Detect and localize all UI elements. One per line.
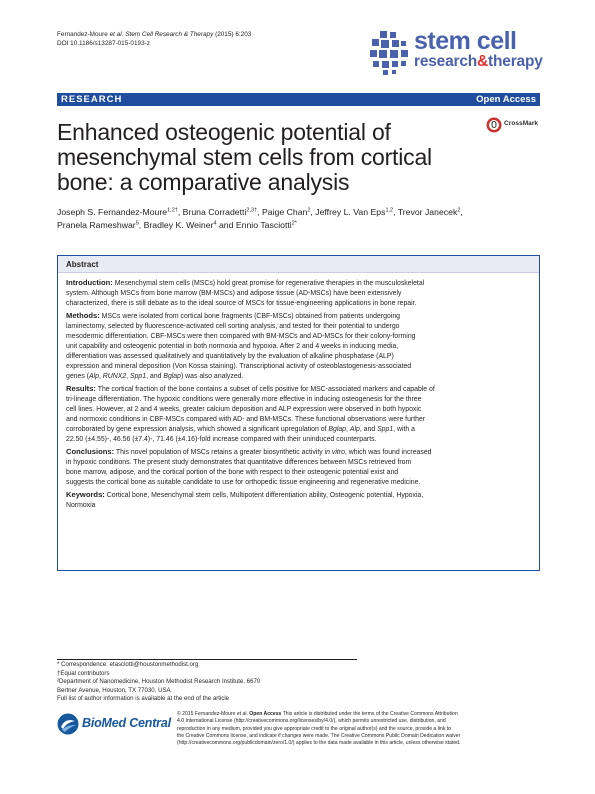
correspondence-note: * Correspondence: etasciotti@houstonmethodist.org: [57, 661, 199, 668]
section-label-keywords: Keywords:: [66, 489, 105, 499]
author-affiliation: 2: [307, 207, 311, 214]
article-title: [57, 120, 457, 195]
journal-logo-amp: &: [477, 53, 489, 70]
author-affiliation: 4: [213, 220, 217, 227]
abstract-text: , which was found increased: [344, 449, 432, 456]
abstract-text: genes (: [66, 373, 89, 381]
citation-line: [57, 30, 251, 39]
abstract-line: 22.50 (±4.55)-, 46.56 (±7.4)-, 71.46 (±4.16)-fold increase compared with their uninduced counterparts.: [66, 436, 377, 444]
license-line: 4.0 International License (http://creativecommons.org/licenses/by/4.0/), which permits unrestricted use, distribution, and: [177, 718, 446, 725]
journal-logo-subtitle: [414, 53, 543, 71]
abstract-text: corroborated by gene expression analysis, which showed a significant upregulation of: [66, 426, 329, 434]
license-text-part: This article is distributed under the terms of the Creative Commons Attribution: [281, 711, 458, 717]
abstract-line: and normoxic conditions in CBF-MSCs compared with AD- and BM-MSCs. These functional observations were further: [66, 416, 426, 424]
abstract-line: characterized, there is still debate as to the ideal source of MSCs for tissue-engineering applications in bone repair.: [66, 300, 417, 308]
abstract-line: in hypoxic conditions. The present study demonstrates that quantitative differences between MSCs retrieved from: [66, 459, 412, 467]
gene-name: Bglap: [328, 426, 347, 434]
author-name: , Trevor Janecek: [393, 207, 458, 217]
author-name: Pranela Rameshwar: [57, 220, 136, 230]
abstract-text: ) was also analyzed.: [180, 373, 244, 381]
license-line: the Creative Commons license, and indicate if changes were made. The Creative Commons Public Domain Dedication waiver: [177, 732, 461, 739]
abstract-line: differentiation was assessed qualitatively and quantitatively by the evaluation of alkaline phosphatase (ALP): [66, 353, 394, 361]
abstract-line: cell lines. However, at 2 and 4 weeks, greater calcium deposition and ALP expression were observed in both hypoxic: [66, 406, 422, 414]
abstract-line: tri-lineage differentiation. The hypoxic conditions were generally more effective in inducing osteogenesis for the three: [66, 396, 422, 404]
crossmark-label: CrossMark: [504, 120, 539, 127]
abstract-line: Normoxia: [66, 501, 96, 509]
affiliation-note: Bertner Avenue, Houston, TX 77030, USA: [57, 686, 171, 694]
author-list: [57, 206, 540, 232]
author-affiliation: 1,2: [385, 207, 394, 214]
author-affiliation: 2: [457, 207, 461, 214]
abstract-line: [66, 490, 532, 501]
abstract-line: expression and mineral deposition (Von Kossa staining). Transcriptional activity of osteoblastogenesis-associated: [66, 363, 412, 371]
crossmark-icon: [486, 117, 502, 133]
author-affiliation: 5: [135, 220, 139, 227]
section-label: RESEARCH: [61, 94, 123, 105]
license-line: (http://creativecommons.org/publicdomain/zero/1.0/) applies to the data made available in this article, unless otherwise stated.: [177, 740, 461, 747]
title-line: bone: a comparative analysis: [57, 169, 350, 195]
author-name: , Bruna Corradetti: [177, 207, 247, 217]
license-copyright: © 2015 Fernandez-Moure et al.: [177, 711, 250, 717]
section-label-results: Results:: [66, 383, 96, 393]
abstract-heading: Abstract: [66, 260, 99, 269]
open-access-label: Open Access: [476, 94, 536, 105]
author-name: Joseph S. Fernandez-Moure: [57, 207, 168, 217]
abstract-line: [66, 311, 532, 322]
abstract-text: ,: [98, 373, 103, 381]
citation-authors: Fernandez-Moure: [57, 31, 110, 38]
section-label-methods: Methods:: [66, 310, 100, 320]
abstract-text: , and: [359, 426, 378, 434]
section-band: [57, 93, 540, 106]
gene-name: Alp: [349, 426, 360, 434]
abstract-keywords: [66, 490, 532, 511]
section-label-conclusions: Conclusions:: [66, 447, 115, 456]
gene-name: Spp1: [130, 373, 147, 381]
publisher-logo-icon: [57, 713, 79, 735]
author-name: , Paige Chan: [257, 207, 308, 217]
abstract-line: [66, 447, 532, 458]
footnotes: [57, 659, 357, 704]
crossmark-badge[interactable]: [486, 116, 546, 134]
abstract-text: ,: [126, 373, 130, 381]
abstract-line: [66, 372, 532, 382]
author-line: [57, 206, 540, 219]
abstract-line: [66, 278, 532, 289]
license-line: reproduction in any medium, provided you give appropriate credit to the original author(s) and the source, provide a link to: [177, 725, 452, 732]
journal-logo-name: stem cell: [414, 27, 517, 55]
license-line: [177, 711, 540, 718]
abstract-introduction: [66, 278, 532, 309]
abstract-text: , with a: [393, 426, 416, 434]
abstract-body: [66, 278, 532, 513]
equal-contributors-note: †Equal contributors: [57, 669, 110, 677]
abstract-line: system. Although MSCs from bone marrow (BM-MSCs) and adipose tissue (AD-MSCs) have been extensively: [66, 290, 402, 298]
abstract-line: mesodermic differentiation. CBF-MSCs were then compared with BM-MSCs and AD-MSCs for their colony-forming: [66, 332, 416, 340]
open-access-note: Open Access: [249, 711, 282, 717]
abstract-text: Mesenchymal stem cells (MSCs) hold great promise for regenerative therapies in the musculoskeletal: [112, 280, 425, 287]
citation-journal: Stem Cell Research & Therapy: [123, 31, 214, 38]
author-name: , Jeffrey L. Van Eps: [310, 207, 386, 217]
abstract-results: [66, 384, 532, 446]
title-line: Enhanced osteogenic potential of: [57, 119, 391, 145]
journal-logo-therapy: therapy: [488, 53, 543, 70]
journal-logo-icon: [370, 31, 410, 75]
abstract-conclusions: [66, 447, 532, 488]
author-affiliation: 2,3†: [246, 207, 258, 214]
affiliation-note: ²Department of Nanomedicine, Houston Methodist Research Institute, 6670: [57, 678, 261, 686]
author-info-note: Full list of author information is available at the end of the article: [57, 695, 230, 703]
author-name: , Bradley K. Weiner: [138, 220, 214, 230]
citation-etal: et al.: [109, 31, 124, 38]
license-text: [177, 711, 540, 747]
abstract-methods: [66, 311, 532, 383]
author-name: and Ennio Tasciotti: [216, 220, 292, 230]
abstract-line: bone marrow, adipose, and the cortical portion of the bone with respect to their osteogenic potential exist and: [66, 469, 399, 477]
gene-name: Bglap: [163, 373, 181, 381]
abstract-header: [58, 256, 539, 273]
abstract-text: Cortical bone, Mesenchymal stem cells, Multipotent differentiation ability, Osteogenic potential, Hypoxia,: [104, 491, 424, 499]
publisher-logo: [57, 711, 177, 741]
citation: [57, 30, 251, 48]
title-line: mesenchymal stem cells from cortical: [57, 144, 432, 170]
author-line: [57, 219, 540, 232]
publisher-name: BioMed Central: [82, 716, 171, 730]
abstract-text: ,: [346, 426, 350, 434]
abstract-text: This novel population of MSCs retains a greater biosynthetic activity: [114, 449, 325, 456]
author-affiliation: 2*: [291, 220, 297, 227]
abstract-text: MSCs were isolated from cortical bone fragments (CBF-MSCs) obtained from patients undergoing: [99, 312, 401, 320]
section-label-introduction: Introduction:: [66, 278, 113, 287]
gene-name: Spp1: [377, 426, 394, 434]
journal-logo-research: research: [414, 53, 478, 70]
journal-logo: [370, 28, 542, 82]
gene-name: Alp: [88, 373, 99, 381]
doi: DOI 10.1186/s13287-015-0193-z: [57, 40, 150, 47]
abstract-line: laminectomy, selected by fluorescence-activated cell sorting analysis, and tested for their potential to undergo: [66, 322, 400, 330]
author-affiliation: 1,2†: [167, 207, 178, 214]
abstract-text: , and: [146, 373, 164, 381]
abstract-text: The cortical fraction of the bone contains a subset of cells positive for MSC-associated markers and capable of: [95, 385, 435, 393]
citation-year: (2015) 6:203: [213, 31, 252, 38]
abstract-line: unit capability and osteogenic potential in both normoxia and hypoxia. After 2 and 4 weeks in inducing media,: [66, 343, 399, 351]
author-separator: ,: [460, 207, 463, 217]
abstract-line: [66, 384, 532, 395]
gene-name: RUNX2: [102, 373, 127, 381]
abstract-line: [66, 425, 532, 435]
abstract-box: [57, 255, 540, 571]
abstract-italic: in vitro: [324, 449, 345, 456]
abstract-line: suggests the cortical bone as suitable candidate to use for orthopedic tissue engineering and regenerative medicine.: [66, 479, 421, 487]
